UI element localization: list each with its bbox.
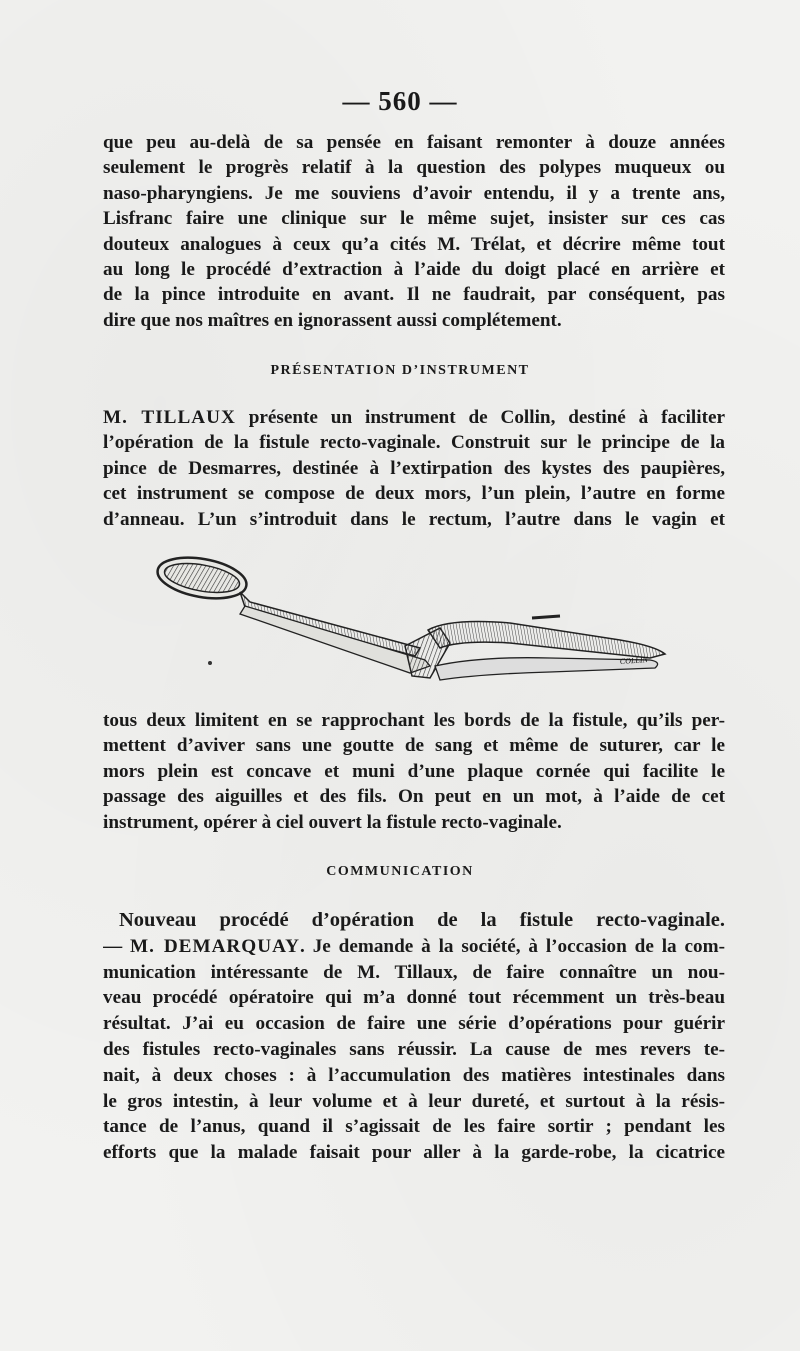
forceps-illustration: [150, 548, 670, 698]
text-line: tous deux limitent en se rapprochant les bords de la fistule, qu’ils per-: [103, 710, 725, 731]
text-line: instrument, opérer à ciel ouvert la fistule recto-vaginale.: [103, 811, 562, 833]
text-line: efforts que la malade faisait pour aller à la garde-robe, la cicatrice: [103, 1142, 725, 1164]
paragraph-continuation: [103, 130, 725, 333]
instrument-engraving: [150, 548, 670, 698]
section-title-instrument: PRÉSENTATION D’INSTRUMENT: [270, 363, 530, 378]
text-line: douteux analogues à ceux qu’a cités M. Trélat, et décrire même tout: [103, 233, 725, 255]
dash: —: [103, 935, 131, 957]
text-line: pince de Desmarres, destinée à l’extirpation des kystes des paupières,: [103, 457, 725, 479]
text-line: [103, 405, 725, 430]
text-fragment: . Je demande à la société, à l’occasion de la com-: [300, 935, 725, 957]
text-line: au long le procédé d’extraction à l’aide du doigt placé en arrière et: [103, 259, 725, 281]
text-line: mettent d’aviver sans une goutte de sang et même de suturer, car le: [103, 735, 725, 757]
text-line: d’anneau. L’un s’introduit dans le rectum, l’autre dans le vagin et: [103, 508, 725, 530]
text-line: seulement le progrès relatif à la question des polypes muqueux ou: [103, 157, 725, 179]
text-line: résultat. J’ai eu occasion de faire une série d’opérations pour guérir: [103, 1013, 725, 1035]
text-line: veau procédé opératoire qui m’a donné tout récemment un très-beau: [103, 987, 725, 1009]
text-line: naso-pharyngiens. Je me souviens d’avoir entendu, il y a trente ans,: [103, 182, 725, 204]
text-fragment: présente un instrument de Collin, destiné à faciliter: [235, 407, 725, 428]
text-line: nait, à deux choses : à l’accumulation des matières intestinales dans: [103, 1064, 725, 1086]
page-number: — 560 —: [342, 86, 458, 116]
text-line: [103, 934, 725, 960]
text-line: de la pince introduite en avant. Il ne faudrait, par conséquent, pas: [103, 284, 725, 306]
paragraph-instrument: [103, 405, 725, 532]
text-line: mors plein est concave et muni d’une plaque cornée qui facilite le: [103, 760, 725, 782]
paragraph-communication: [103, 908, 725, 1166]
text-line: [103, 908, 725, 934]
engraving-maker-mark: COLLIN: [619, 655, 649, 666]
speaker-name: M. TILLAUX: [103, 407, 236, 428]
text-line: tance de l’anus, quand il s’agissait de les faire sortir ; pendant les: [103, 1116, 725, 1138]
text-line: dire que nos maîtres en ignorassent aussi complétement.: [103, 309, 562, 331]
text-line: Lisfranc faire une clinique sur le même sujet, insister sur ces cas: [103, 208, 725, 230]
text-line: l’opération de la fistule recto-vaginale. Construit sur le principe de la: [103, 432, 725, 454]
section-title-communication: COMMUNICATION: [326, 864, 474, 879]
text-line: cet instrument se compose de deux mors, l’un plein, l’autre en forme: [103, 483, 725, 505]
text-line: passage des aiguilles et des fils. On peut en un mot, à l’aide de cet: [103, 786, 725, 808]
text-line: des fistules recto-vaginales sans réussir. La cause de mes revers te-: [103, 1038, 725, 1060]
paragraph-instrument-continued: [103, 708, 725, 835]
article-heading: Nouveau procédé d’opération de la fistule recto-vaginale.: [119, 909, 725, 931]
speaker-name: M. DEMARQUAY: [130, 935, 301, 957]
text-line: munication intéressante de M. Tillaux, de faire connaître un nou-: [103, 961, 725, 983]
text-line: le gros intestin, à leur volume et à leur dureté, et surtout à la résis-: [103, 1090, 725, 1112]
text-line: que peu au-delà de sa pensée en faisant remonter à douze années: [103, 132, 725, 153]
